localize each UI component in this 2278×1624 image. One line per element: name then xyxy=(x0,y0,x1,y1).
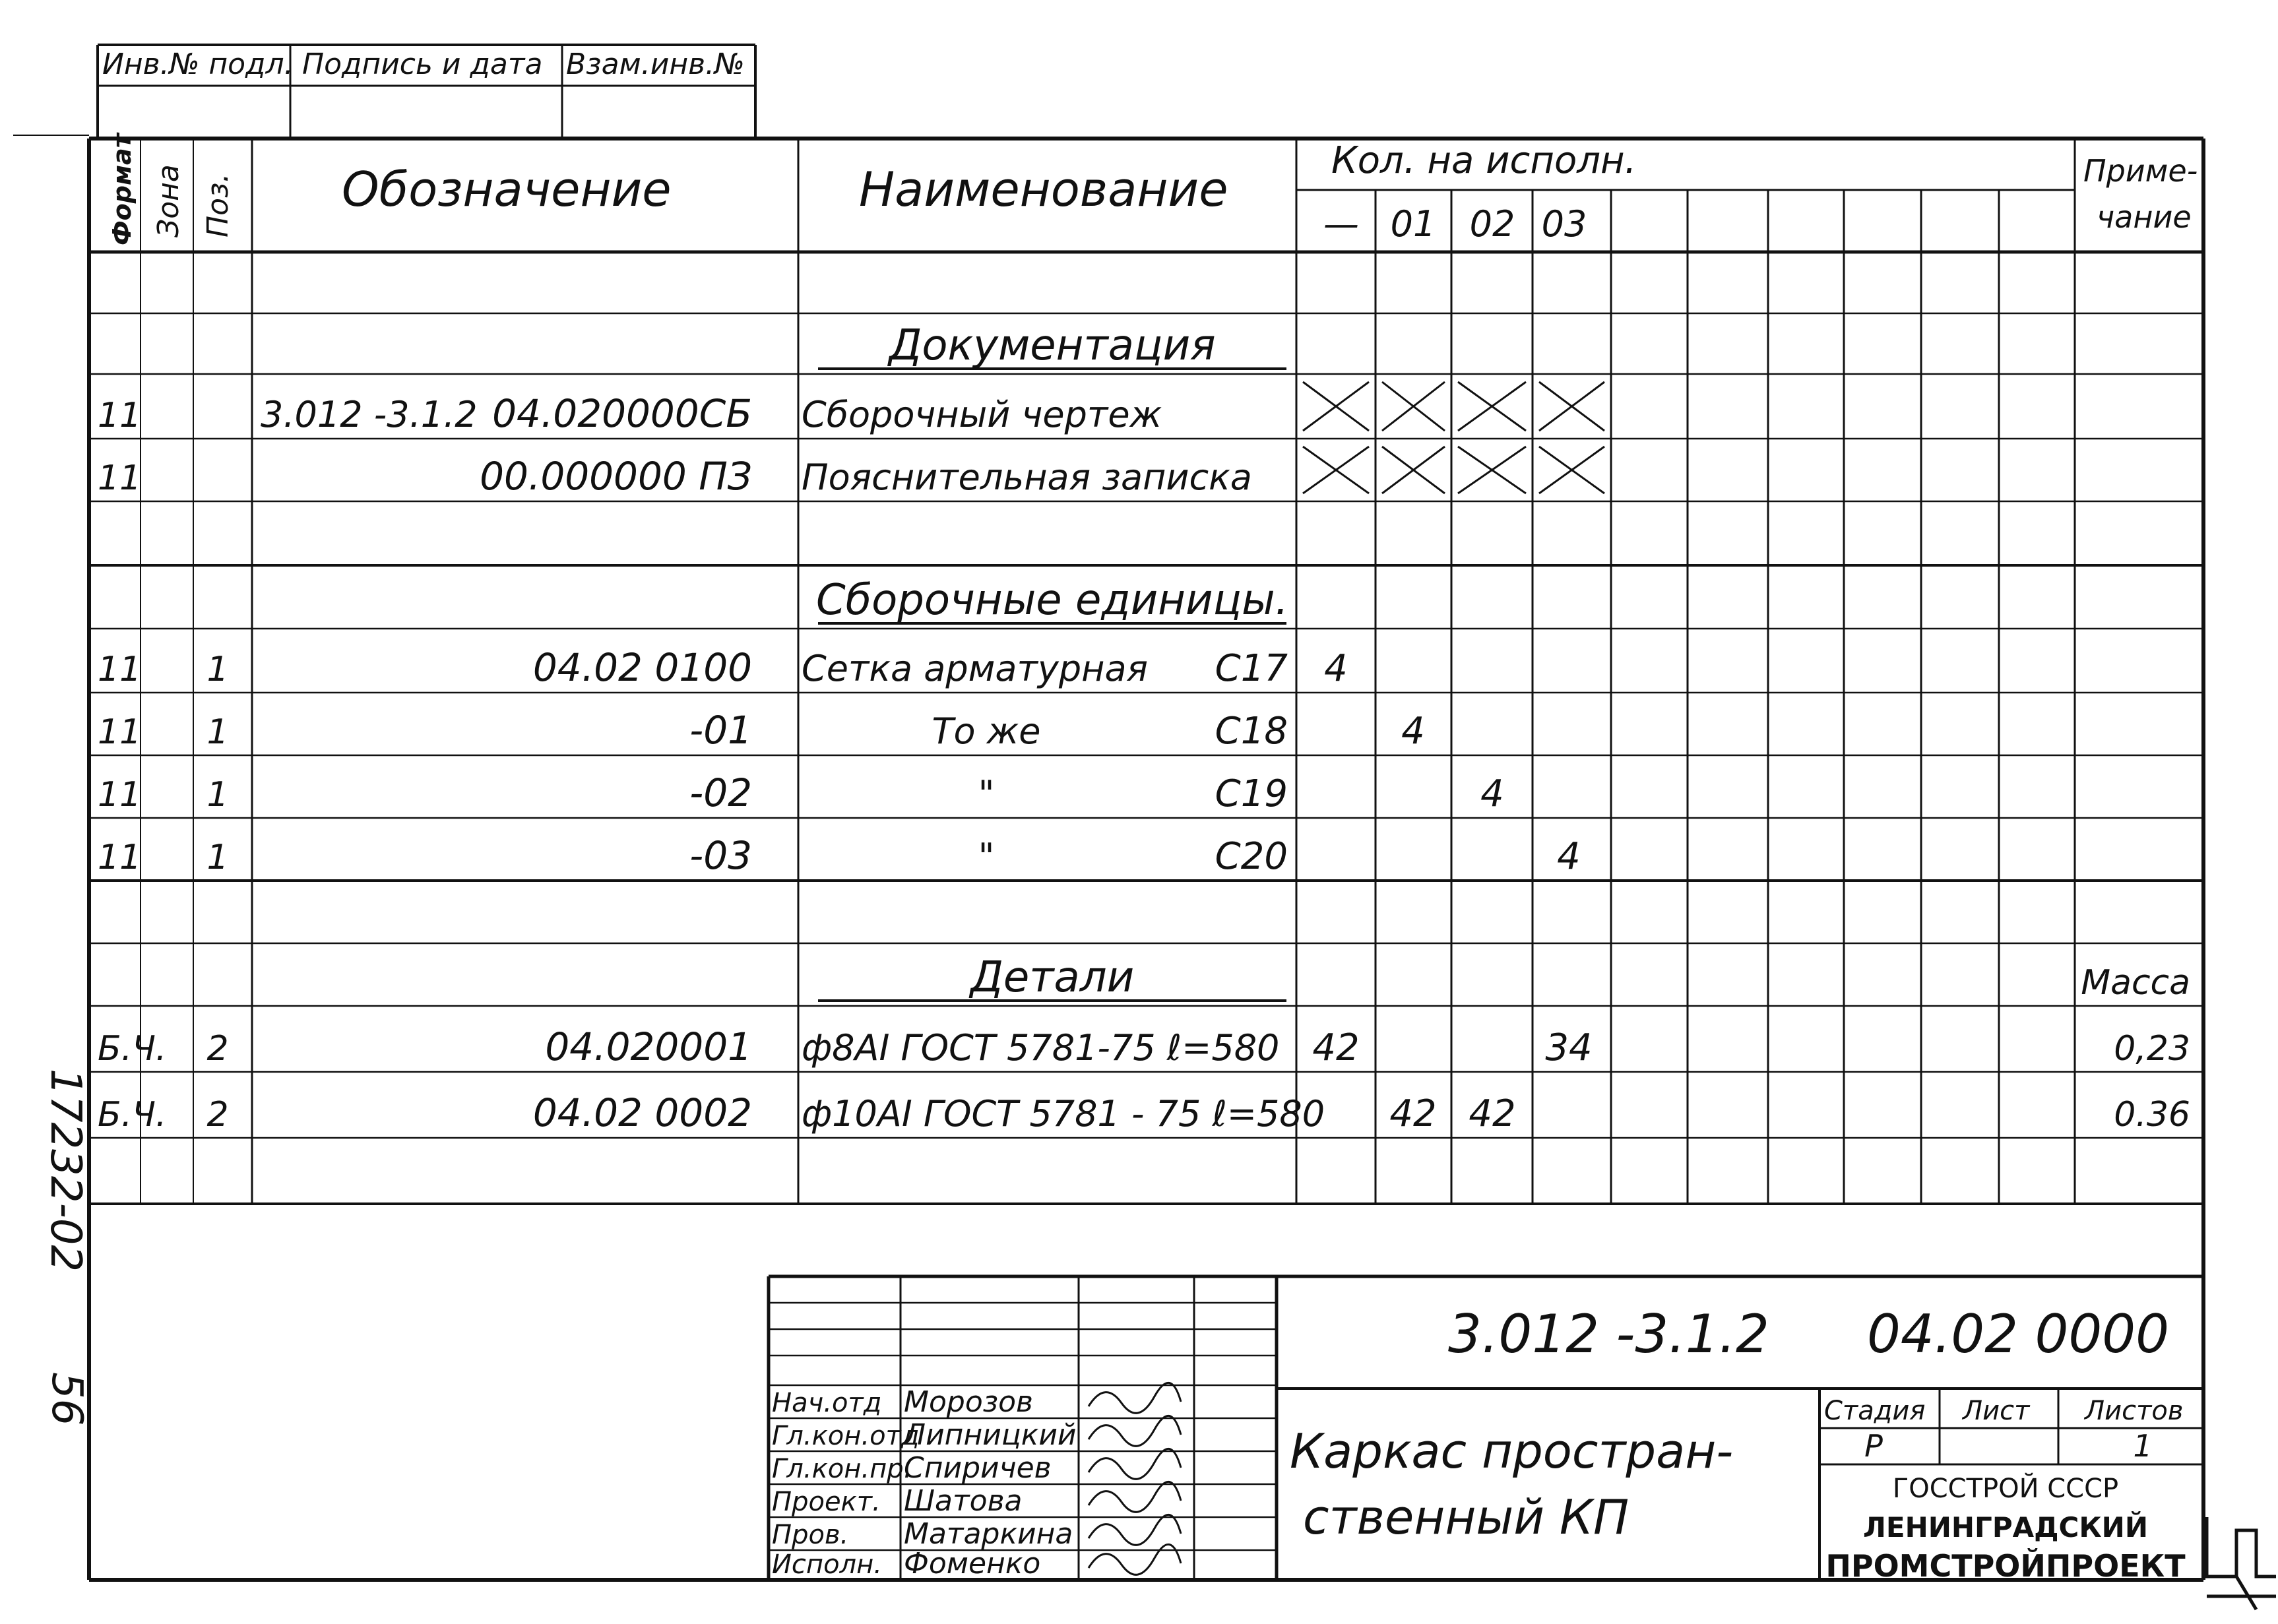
qty-exec-3: 4 xyxy=(1557,835,1581,878)
row-pos: 1 xyxy=(206,712,229,752)
signature-name: Липницкий xyxy=(904,1418,1077,1452)
stamp-sign-label: Подпись и дата xyxy=(302,47,543,81)
title-block xyxy=(772,1303,2186,1584)
row-name-suffix: С20 xyxy=(1215,835,1288,878)
title-line2: ственный КП xyxy=(1303,1489,1629,1545)
signature-scribble xyxy=(1089,1482,1181,1512)
header-qty-group: Кол. на исполн. xyxy=(1331,139,1637,182)
qty-exec-1: 42 xyxy=(1389,1092,1437,1135)
signature-scribble xyxy=(1089,1383,1181,1413)
sheet-label: Лист xyxy=(1963,1396,2030,1426)
row-name-suffix: С17 xyxy=(1215,647,1288,690)
side-code: 17232-02 xyxy=(41,1069,90,1272)
row-pos: 1 xyxy=(206,838,229,877)
org-line2: ЛЕНИНГРАДСКИЙ xyxy=(1863,1511,2148,1544)
row-format: Б.Ч. xyxy=(98,1029,167,1069)
row-format: 11 xyxy=(98,396,142,435)
row-designation: 04.020001 xyxy=(545,1024,752,1069)
row-designation-prefix: 3.012 -3.1.2 xyxy=(261,394,478,435)
section-heading: Детали xyxy=(970,953,1135,1002)
cross-mark xyxy=(1303,382,1369,431)
row-designation: 04.02 0100 xyxy=(532,645,752,690)
row-pos: 1 xyxy=(206,775,229,815)
signature-scribble xyxy=(1089,1449,1181,1479)
stamp-replace-label: Взам.инв.№ xyxy=(566,47,745,81)
qty-exec-2: 4 xyxy=(1480,772,1504,815)
spec-rows xyxy=(98,321,2190,1135)
sheets-value: 1 xyxy=(2133,1428,2153,1464)
row-format: 11 xyxy=(98,775,142,815)
signature-role: Проект. xyxy=(772,1487,881,1517)
header-note-line1: Приме- xyxy=(2083,153,2198,189)
row-name-suffix: С18 xyxy=(1215,710,1288,753)
cross-mark xyxy=(1539,447,1604,493)
signature-role: Гл.кон.отд xyxy=(772,1421,920,1451)
cross-mark xyxy=(1382,447,1445,493)
qty-exec-0: 42 xyxy=(1312,1026,1360,1069)
org-line3: ПРОМСТРОЙПРОЕКТ xyxy=(1825,1548,2186,1584)
stage-value: Р xyxy=(1864,1428,1883,1464)
row-name: " xyxy=(978,836,995,877)
row-format: Б.Ч. xyxy=(98,1095,167,1135)
row-name: Пояснительная записка xyxy=(802,456,1252,498)
title-line1: Каркас простран- xyxy=(1290,1423,1734,1479)
qty-exec-0: 4 xyxy=(1324,647,1348,690)
signature-name: Шатова xyxy=(904,1484,1023,1518)
corner-mark xyxy=(2207,1517,2276,1609)
row-pos: 2 xyxy=(206,1095,229,1135)
row-designation: -01 xyxy=(689,708,752,753)
row-designation: 04.02 0002 xyxy=(532,1090,752,1135)
row-designation: -02 xyxy=(689,770,752,815)
cross-mark xyxy=(1303,447,1369,493)
stamp-inv-label: Инв.№ подл. xyxy=(102,47,294,81)
signature-name: Матаркина xyxy=(904,1517,1073,1551)
header-exec-01: 01 xyxy=(1390,203,1436,245)
row-format: 11 xyxy=(98,838,142,877)
qty-exec-2: 42 xyxy=(1469,1092,1516,1135)
cross-mark xyxy=(1458,447,1526,493)
row-format: 11 xyxy=(98,712,142,752)
sheets-label: Листов xyxy=(2085,1396,2184,1426)
signature-scribble xyxy=(1089,1416,1181,1446)
row-name: ф8АI ГОСТ 5781-75 ℓ=580 xyxy=(802,1027,1280,1069)
title-doc-number: 04.02 0000 xyxy=(1867,1303,2170,1365)
header-name: Наименование xyxy=(859,162,1228,217)
header-exec-03: 03 xyxy=(1541,203,1587,245)
side-page: 56 xyxy=(42,1372,91,1426)
row-pos: 2 xyxy=(206,1029,229,1069)
signature-role: Исполн. xyxy=(772,1549,882,1580)
row-pos: 1 xyxy=(206,650,229,689)
qty-exec-1: 4 xyxy=(1401,710,1425,753)
row-name-suffix: С19 xyxy=(1215,772,1288,815)
signature-scribble xyxy=(1089,1544,1181,1575)
signature-name: Спиричев xyxy=(904,1451,1052,1485)
row-name: Сетка арматурная xyxy=(802,648,1149,689)
row-name: " xyxy=(978,773,995,815)
signature-scribble xyxy=(1089,1515,1181,1545)
row-designation: -03 xyxy=(689,833,752,878)
row-designation: 00.000000 ПЗ xyxy=(480,454,752,499)
table-header xyxy=(108,132,2198,245)
header-note-line2: чание xyxy=(2097,199,2192,235)
row-note: 0,23 xyxy=(2114,1029,2190,1069)
header-pos: Поз. xyxy=(201,173,235,237)
signature-role: Нач.отд xyxy=(772,1388,882,1418)
top-stamp xyxy=(102,47,745,81)
row-name: То же xyxy=(932,710,1041,752)
header-exec-base: — xyxy=(1323,203,1359,245)
signature-name: Морозов xyxy=(904,1385,1033,1419)
qty-exec-3: 34 xyxy=(1545,1026,1593,1069)
row-note: 0.36 xyxy=(2114,1095,2190,1135)
org-line1: ГОССТРОЙ СССР xyxy=(1892,1474,2119,1504)
cross-mark xyxy=(1382,382,1445,431)
row-format: 11 xyxy=(98,458,142,498)
title-code: 3.012 -3.1.2 xyxy=(1448,1303,1769,1365)
row-name: Сборочный чертеж xyxy=(802,394,1162,435)
cross-mark xyxy=(1539,382,1604,431)
cross-mark xyxy=(1458,382,1526,431)
row-name: ф10АI ГОСТ 5781 - 75 ℓ=580 xyxy=(802,1093,1325,1135)
signature-role: Пров. xyxy=(772,1520,849,1550)
row-designation: 04.020000СБ xyxy=(492,391,752,436)
header-designation: Обозначение xyxy=(342,162,672,217)
section-heading: Сборочные единицы. xyxy=(815,576,1289,625)
header-exec-02: 02 xyxy=(1469,203,1515,245)
row-note: Масса xyxy=(2081,963,2190,1003)
header-format: Формат xyxy=(108,133,137,245)
signature-name: Фоменко xyxy=(904,1547,1041,1580)
section-heading: Документация xyxy=(889,321,1216,370)
signature-role: Гл.кон.пр. xyxy=(772,1454,912,1484)
header-zone: Зона xyxy=(152,164,185,237)
row-format: 11 xyxy=(98,650,142,689)
stage-label: Стадия xyxy=(1824,1396,1926,1426)
